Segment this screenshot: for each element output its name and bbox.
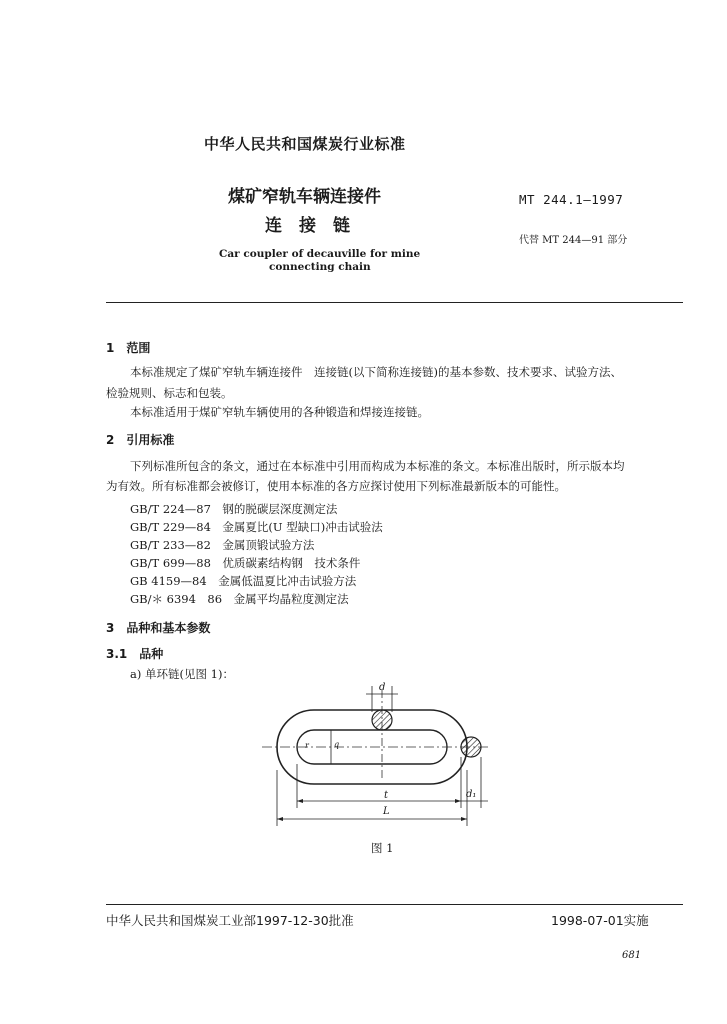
english-title-line1: Car coupler of decauville for mine [219,248,421,260]
page-number: 681 [622,950,642,961]
reference-item: GB 4159—84 金属低温夏比冲击试验方法 [130,574,357,588]
section-1-paragraph-1b: 检验规则、标志和包装。 [106,386,233,400]
label-r: r [305,741,309,750]
reference-item: GB/T 699—88 优质碳素结构钢 技术条件 [130,556,361,570]
label-d1: d₁ [466,789,477,800]
section-1-paragraph-1a: 本标准规定了煤矿窄轨车辆连接件 连接链(以下简称连接链)的基本参数、技术要求、试验方法、 [130,365,622,379]
section-3-1-heading: 3.1 品种 [106,647,164,661]
chain-inner-contour [297,730,447,764]
english-title-line2: connecting chain [269,261,371,273]
section-2-heading: 2 引用标准 [106,433,175,447]
label-t: t [384,790,389,801]
label-d: d [379,682,386,693]
standard-number: MT 244.1—1997 [519,192,624,207]
wire-section-top [372,710,392,730]
document-subtitle: 连 接 链 [265,216,350,236]
section-2-paragraph-1b: 为有效。所有标准都会被修订，使用本标准的各方应探讨使用下列标准最新版本的可能性。 [106,479,566,493]
reference-item: GB/＊ 6394 86 金属平均晶粒度测定法 [130,592,349,606]
approval-line: 中华人民共和国煤炭工业部1997-12-30批准 [106,913,354,928]
item-a-single-ring-chain: a) 单环链(见图 1)： [130,667,234,681]
reference-item: GB/T 229—84 金属夏比(U 型缺口)冲击试验法 [130,520,383,534]
replaces-note: 代替 MT 244—91 部分 [519,235,628,246]
section-3-heading: 3 品种和基本参数 [106,621,211,635]
document-title: 煤矿窄轨车辆连接件 [228,187,381,207]
header-divider [106,302,683,303]
wire-section-right [461,737,481,757]
figure-caption: 图 1 [371,841,394,855]
section-1-paragraph-2: 本标准适用于煤矿窄轨车辆使用的各种锻造和焊接连接链。 [130,405,429,419]
reference-item: GB/T 224—87 钢的脱碳层深度测定法 [130,502,338,516]
section-2-paragraph-1a: 下列标准所包含的条文，通过在本标准中引用而构成为本标准的条文。本标准出版时，所示版本均 [130,459,625,473]
section-1-heading: 1 范围 [106,341,151,355]
implementation-date: 1998-07-01实施 [551,913,649,928]
footer-divider [106,904,683,905]
label-L: L [383,806,390,817]
label-q: q [334,740,340,749]
org-standard-title: 中华人民共和国煤炭行业标准 [204,135,406,153]
reference-item: GB/T 233—82 金属顶锻试验方法 [130,538,315,552]
